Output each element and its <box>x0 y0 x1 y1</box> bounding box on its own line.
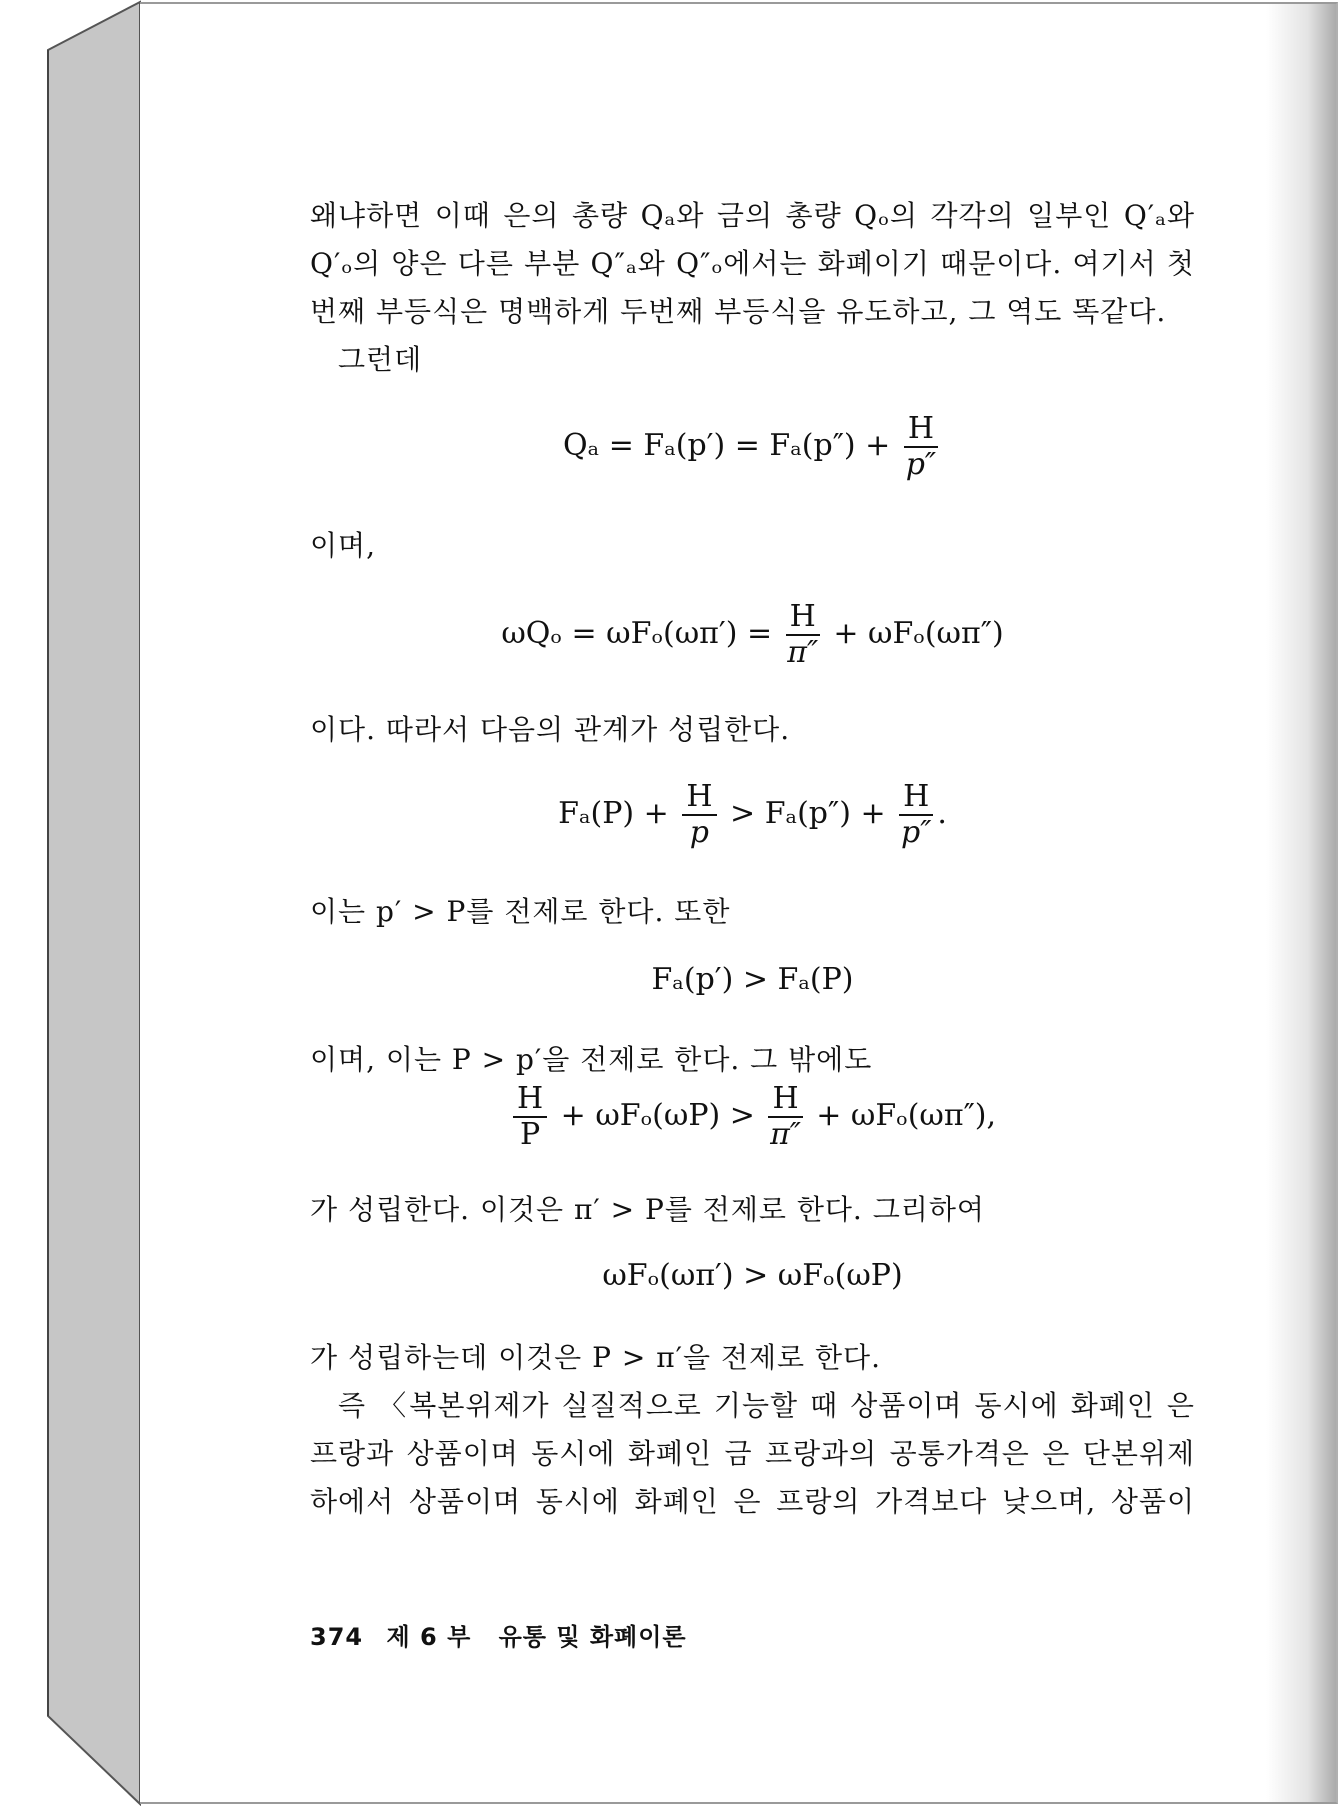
text-imyeo: 이며, <box>310 529 376 562</box>
text-ga-2: 가 성립하는데 이것은 P > π′을 전제로 한다. <box>310 1341 881 1374</box>
equation-4: Fₐ(p′) > Fₐ(P) <box>651 962 854 997</box>
text-ga-1: 가 성립한다. 이것은 π′ > P를 전제로 한다. 그리하여 <box>310 1193 985 1226</box>
equation-1 <box>310 412 1195 482</box>
paragraph-1-line-2: Q′ₒ의 양은 다른 부분 Q″ₐ와 Q″ₒ에서는 화폐이기 때문이다. 여기서 첫 <box>310 247 1195 280</box>
page-footer <box>310 1617 687 1652</box>
eq3-fraction-1: $\frac{H}{p}$ <box>682 780 716 850</box>
text-ineun: 이는 p′ > P를 전제로 한다. 또한 <box>310 895 731 928</box>
eq5-fraction-1: $\frac{H}{P}$ <box>513 1082 547 1152</box>
paragraph-1-line-3: 번째 부등식은 명백하게 두번째 부등식을 유도하고, 그 역도 똑같다. <box>310 295 1167 328</box>
equation-2 <box>310 600 1195 670</box>
eq5-fraction-2: $\frac{H}{\pi''}$ <box>770 1081 802 1152</box>
equation-5 <box>310 1082 1195 1152</box>
equation-3 <box>310 780 1195 850</box>
eq3-period: . <box>937 796 947 831</box>
page-number: 374 <box>310 1623 364 1651</box>
eq3-part-a: Fₐ(P) + <box>558 796 669 831</box>
paragraph-2-line-2: 프랑과 상품이며 동시에 화폐인 금 프랑과의 공통가격은 은 단본위제 <box>310 1437 1195 1470</box>
page-edge-shadow <box>1266 4 1336 1802</box>
equation-6: ωFₒ(ωπ′) > ωFₒ(ωP) <box>602 1258 903 1293</box>
paragraph-2-line-3: 하에서 상품이며 동시에 화폐인 은 프랑의 가격보다 낮으며, 상품이 <box>310 1485 1195 1518</box>
eq3-fraction-2: $\frac{H}{p''}$ <box>901 779 932 850</box>
eq1-fraction: $\frac{H}{p''}$ <box>905 411 937 482</box>
text-ida: 이다. 따라서 다음의 관계가 성립한다. <box>310 713 791 746</box>
footer-part: 제 6 부 <box>386 1623 472 1651</box>
eq2-lhs: ωQₒ = ωFₒ(ωπ′) = <box>501 616 773 651</box>
eq5-part-b: + ωFₒ(ωπ″), <box>816 1098 997 1133</box>
eq1-lhs: Qₐ = Fₐ(p′) = Fₐ(p″) + <box>563 428 891 463</box>
paragraph-2-line-1: 즉 〈복본위제가 실질적으로 기능할 때 상품이며 동시에 화폐인 은 <box>338 1389 1195 1422</box>
paragraph-1-line-1: 왜냐하면 이때 은의 총량 Qₐ와 금의 총량 Qₒ의 각각의 일부인 Q′ₐ와 <box>310 199 1195 232</box>
text-imyeo-2: 이며, 이는 P > p′을 전제로 한다. 그 밖에도 <box>310 1043 873 1076</box>
text-geureonde: 그런데 <box>338 343 423 376</box>
footer-section-title: 유통 및 화폐이론 <box>498 1623 687 1651</box>
eq2-fraction: $\frac{H}{\pi''}$ <box>787 599 819 670</box>
eq3-part-b: > Fₐ(p″) + <box>730 796 886 831</box>
eq2-rhs: + ωFₒ(ωπ″) <box>833 616 1004 651</box>
eq5-part-a: + ωFₒ(ωP) > <box>560 1098 755 1133</box>
